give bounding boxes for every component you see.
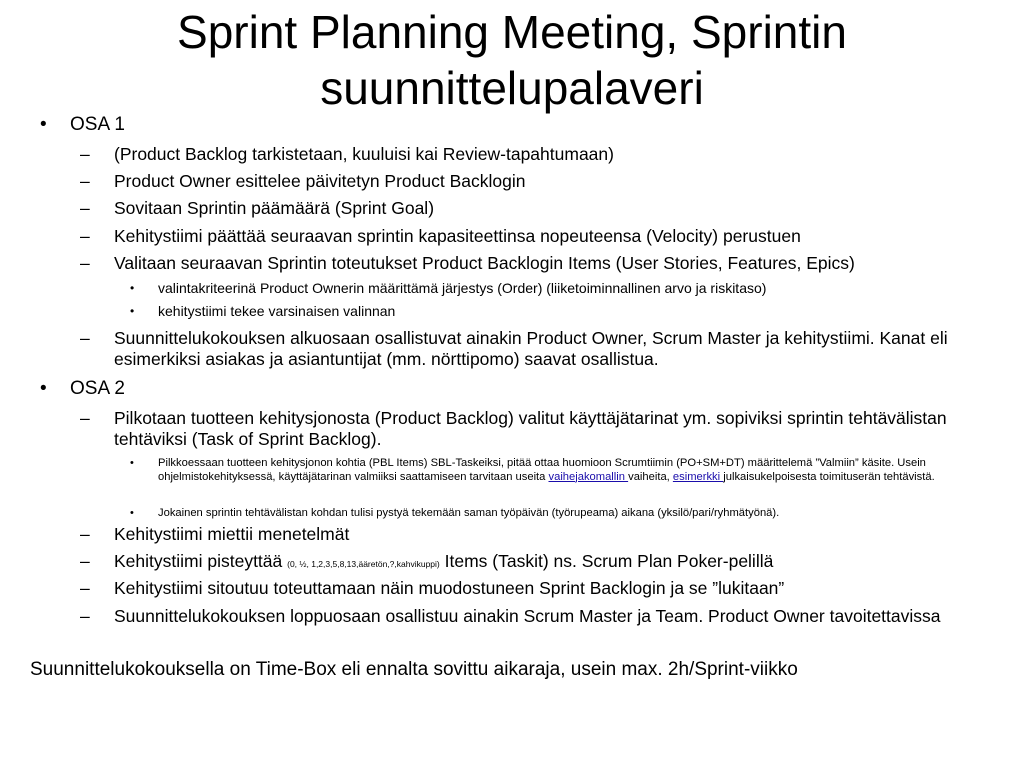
list-item-text: Valitaan seuraavan Sprintin toteutukset Product Backlogin Items (User Stories, Features, Epics): [114, 253, 855, 273]
list-item: [80, 408, 1000, 450]
list-item-text: Kehitystiimi sitoutuu toteuttamaan näin muodostuneen Sprint Backlogin ja se ”lukitaan”: [114, 578, 785, 598]
bullet-marker: •: [40, 378, 47, 399]
vaihejakomalli-link[interactable]: vaihejakomallin: [548, 470, 629, 483]
list-item-text: [114, 551, 1000, 575]
list-item-text: Kehitystiimi miettii menetelmät: [114, 524, 350, 544]
slide-title: [0, 4, 1024, 116]
section-osa1: [40, 114, 125, 136]
dash-marker: –: [80, 328, 90, 348]
list-item: [80, 606, 1000, 627]
list-item: [80, 578, 1000, 599]
dash-marker: –: [80, 198, 90, 218]
sub-list-item: [130, 507, 1000, 521]
list-item: [80, 524, 1000, 545]
sub-list-item-text: [158, 457, 1000, 484]
list-item-text: Pilkotaan tuotteen kehitysjonosta (Product Backlog) valitut käyttäjätarinat ym. sopiviksi sprintin tehtävälistan tehtäviksi (Task of Sprint Backlog).: [114, 408, 947, 449]
list-item: [80, 226, 1000, 247]
list-item-text: Kehitystiimi päättää seuraavan sprintin kapasiteettinsa nopeuteensa (Velocity) perustuen: [114, 226, 801, 246]
dash-marker: –: [80, 578, 90, 598]
list-item: [80, 551, 1000, 575]
sub-list-item-text: Jokainen sprintin tehtävälistan kohdan tulisi pystyä tekemään saman työpäivän (työrupeama) aikana (yksilö/pari/ryhmätyönä).: [158, 507, 780, 519]
esimerkki-link[interactable]: esimerkki: [672, 470, 724, 483]
sub-list-item-text: kehitystiimi tekee varsinaisen valinnan: [158, 303, 396, 319]
sub-text-part: julkaisukelpoisesta toimituserän tehtävistä.: [723, 470, 935, 483]
list-text-part: Kehitystiimi pisteyttää: [114, 551, 288, 571]
sub-list-item: [130, 457, 1000, 484]
list-item: [80, 198, 1000, 219]
poker-values: (0, ½, 1,2,3,5,8,13,ääretön,?,kahvikuppi): [287, 559, 440, 569]
list-item-text: Product Owner esittelee päivitetyn Product Backlogin: [114, 171, 526, 191]
sub-text-part: Pilkkoessaan tuotteen kehitysjonon kohtia (PBL Items) SBL-Taskeiksi, pitää ottaa huomioon Scrumtiimin (PO+SM+DT) määrittelemä ”Valmiin” käsite. Usein ohjelmistokehityksessä, käyttäjätarinan valmiiksi saattamiseen tarvitaan useita: [158, 457, 926, 483]
dash-marker: –: [80, 253, 90, 273]
list-item-text: (Product Backlog tarkistetaan, kuuluisi kai Review-tapahtumaan): [114, 144, 614, 164]
dash-marker: –: [80, 226, 90, 246]
list-item: [80, 144, 1000, 165]
section-label: OSA 2: [70, 378, 125, 399]
bullet-marker: •: [130, 507, 134, 519]
sub-list-item: [130, 280, 1000, 297]
title-line-1: Sprint Planning Meeting, Sprintin: [177, 6, 847, 58]
bullet-marker: •: [40, 114, 47, 135]
bullet-marker: •: [130, 281, 135, 295]
sub-text-part: vaiheita,: [628, 470, 673, 483]
timebox-note: Suunnittelukokouksella on Time-Box eli ennalta sovittu aikaraja, usein max. 2h/Sprint-viikko: [30, 659, 798, 680]
sub-list-item-text: valintakriteerinä Product Ownerin määrittämä järjestys (Order) (liiketoiminnallinen arvo ja riskitaso): [158, 280, 767, 296]
list-item-text: Suunnittelukokouksen alkuosaan osallistuvat ainakin Product Owner, Scrum Master ja kehitystiimi. Kanat eli esimerkiksi asiakas ja asiantuntijat (mm. nörttipomo) saavat osallistua.: [114, 328, 948, 369]
section-osa2: [40, 378, 125, 400]
bullet-marker: •: [130, 457, 134, 469]
dash-marker: –: [80, 171, 90, 191]
list-item: [80, 253, 1000, 274]
list-item: [80, 328, 1000, 370]
bullet-marker: •: [130, 304, 135, 318]
list-item-text: Sovitaan Sprintin päämäärä (Sprint Goal): [114, 198, 435, 218]
dash-marker: –: [80, 144, 90, 164]
dash-marker: –: [80, 551, 90, 571]
title-line-2: suunnittelupalaveri: [320, 62, 704, 114]
dash-marker: –: [80, 524, 90, 544]
dash-marker: –: [80, 606, 90, 626]
list-item-text: Suunnittelukokouksen loppuosaan osallistuu ainakin Scrum Master ja Team. Product Owner tavoitettavissa: [114, 606, 941, 626]
list-text-part: Items (Taskit) ns. Scrum Plan Poker-pelillä: [439, 551, 774, 571]
sub-list-item: [130, 303, 1000, 320]
dash-marker: –: [80, 408, 90, 428]
list-item: [80, 171, 1000, 192]
section-label: OSA 1: [70, 114, 125, 135]
